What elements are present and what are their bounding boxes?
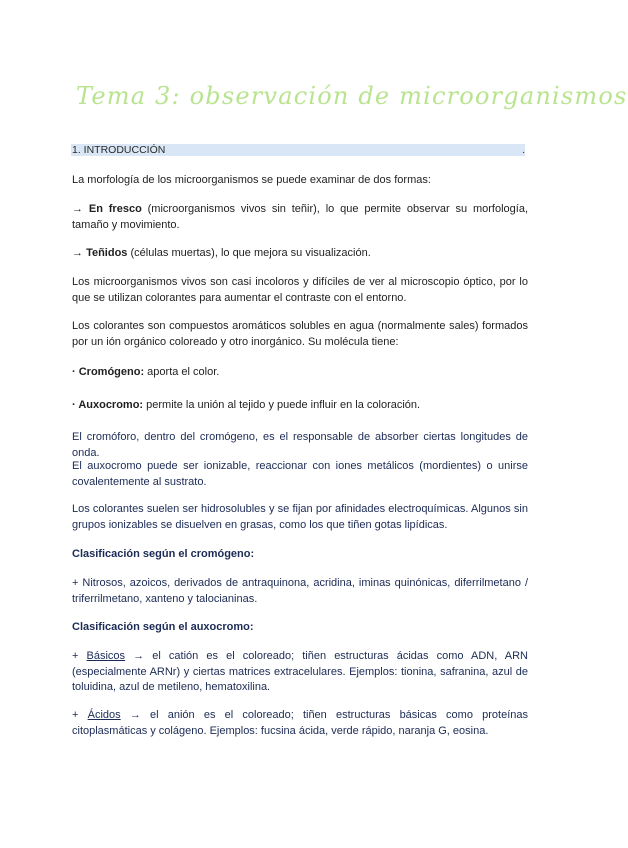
arrow-glyph: → xyxy=(72,247,87,259)
vivos-paragraph: Los microorganismos vivos son casi incoloros y difíciles de ver al microscopio óptico, por lo que se utilizan colorantes para aumentar el contraste con el entorno. xyxy=(72,276,528,304)
hidrosolubles-paragraph: Los colorantes suelen ser hidrosolubles y se fijan por afinidades electroquímicas. Algunos sin grupos ionizables se disuelven en grasas, como los que tiñen gotas lipídicas. xyxy=(72,503,528,531)
heading-auxocromo xyxy=(72,620,528,636)
fresco-text: (microorganismos vivos sin teñir), lo que permite observar su morfología, tamaño y movimiento. xyxy=(72,203,528,231)
heading-auxocromo-text: Clasificación según el auxocromo: xyxy=(72,621,254,633)
cromogeno-list-paragraph: + Nitrosos, azoicos, derivados de antraquinona, acridina, iminas quinónicas, diferrilmetano / triferrilmetano, xanteno y talocianinas. xyxy=(72,577,528,605)
colorantes-paragraph: Los colorantes son compuestos aromáticos solubles en agua (normalmente sales) formados por un ión orgánico coloreado y otro inorgánico. Su molécula tiene: xyxy=(72,320,528,348)
basicos-paragraph xyxy=(72,649,528,696)
auxocromo-text: permite la unión al tejido y puede influir en la coloración. xyxy=(143,399,421,411)
acidos-paragraph xyxy=(72,708,528,739)
cromogeno-text: aporta el color. xyxy=(144,366,220,378)
tenidos-term: Teñidos xyxy=(86,247,128,259)
cromogeno-term: Cromógeno: xyxy=(78,366,145,378)
bullet-glyph: · xyxy=(72,366,79,378)
acidos-text: → el anión es el coloreado; tiñen estructuras básicas como proteínas citoplasmáticas y colágeno. Ejemplos: fucsina ácida, verde rápido, naranja G, eosina. xyxy=(72,709,528,737)
basicos-term: Básicos xyxy=(86,650,126,662)
tenidos-text: (células muertas), lo que mejora su visualización. xyxy=(127,247,371,259)
auxocromo-ion-paragraph: El auxocromo puede ser ionizable, reaccionar con iones metálicos (mordientes) o unirse covalentemente al sustrato. xyxy=(72,460,528,488)
auxocromo-term: Auxocromo: xyxy=(78,399,144,411)
section-heading-label: 1. INTRODUCCIÓN xyxy=(72,144,166,156)
basicos-text: → el catión es el coloreado; tiñen estructuras ácidas como ADN, ARN (especialmente ARNr) y ciertas matrices extracelulares. Ejemplos: tionina, safranina, azul de toluidina, azul de metileno, hematoxilina. xyxy=(72,650,528,693)
fresco-term: En fresco xyxy=(88,203,142,215)
fresco-paragraph xyxy=(72,202,528,233)
cromogeno-item xyxy=(72,365,528,381)
tenidos-paragraph xyxy=(72,246,528,262)
plus-glyph: + xyxy=(72,650,87,662)
heading-cromogeno-text: Clasificación según el cromógeno: xyxy=(72,548,255,560)
section-heading-dot: . xyxy=(522,144,525,156)
heading-cromogeno xyxy=(72,547,528,563)
section-heading-introduccion xyxy=(71,144,525,156)
arrow-glyph: → xyxy=(72,203,89,215)
auxocromo-item xyxy=(72,398,528,414)
page-title: Tema 3: observación de microorganismos xyxy=(76,82,628,110)
plus-glyph: + xyxy=(72,709,88,721)
acidos-term: Ácidos xyxy=(87,709,121,721)
intro-paragraph: La morfología de los microorganismos se puede examinar de dos formas: xyxy=(72,174,431,186)
cromoforo-paragraph: El cromóforo, dentro del cromógeno, es el responsable de absorber ciertas longitudes de onda. xyxy=(72,431,528,459)
bullet-glyph: · xyxy=(72,399,79,411)
